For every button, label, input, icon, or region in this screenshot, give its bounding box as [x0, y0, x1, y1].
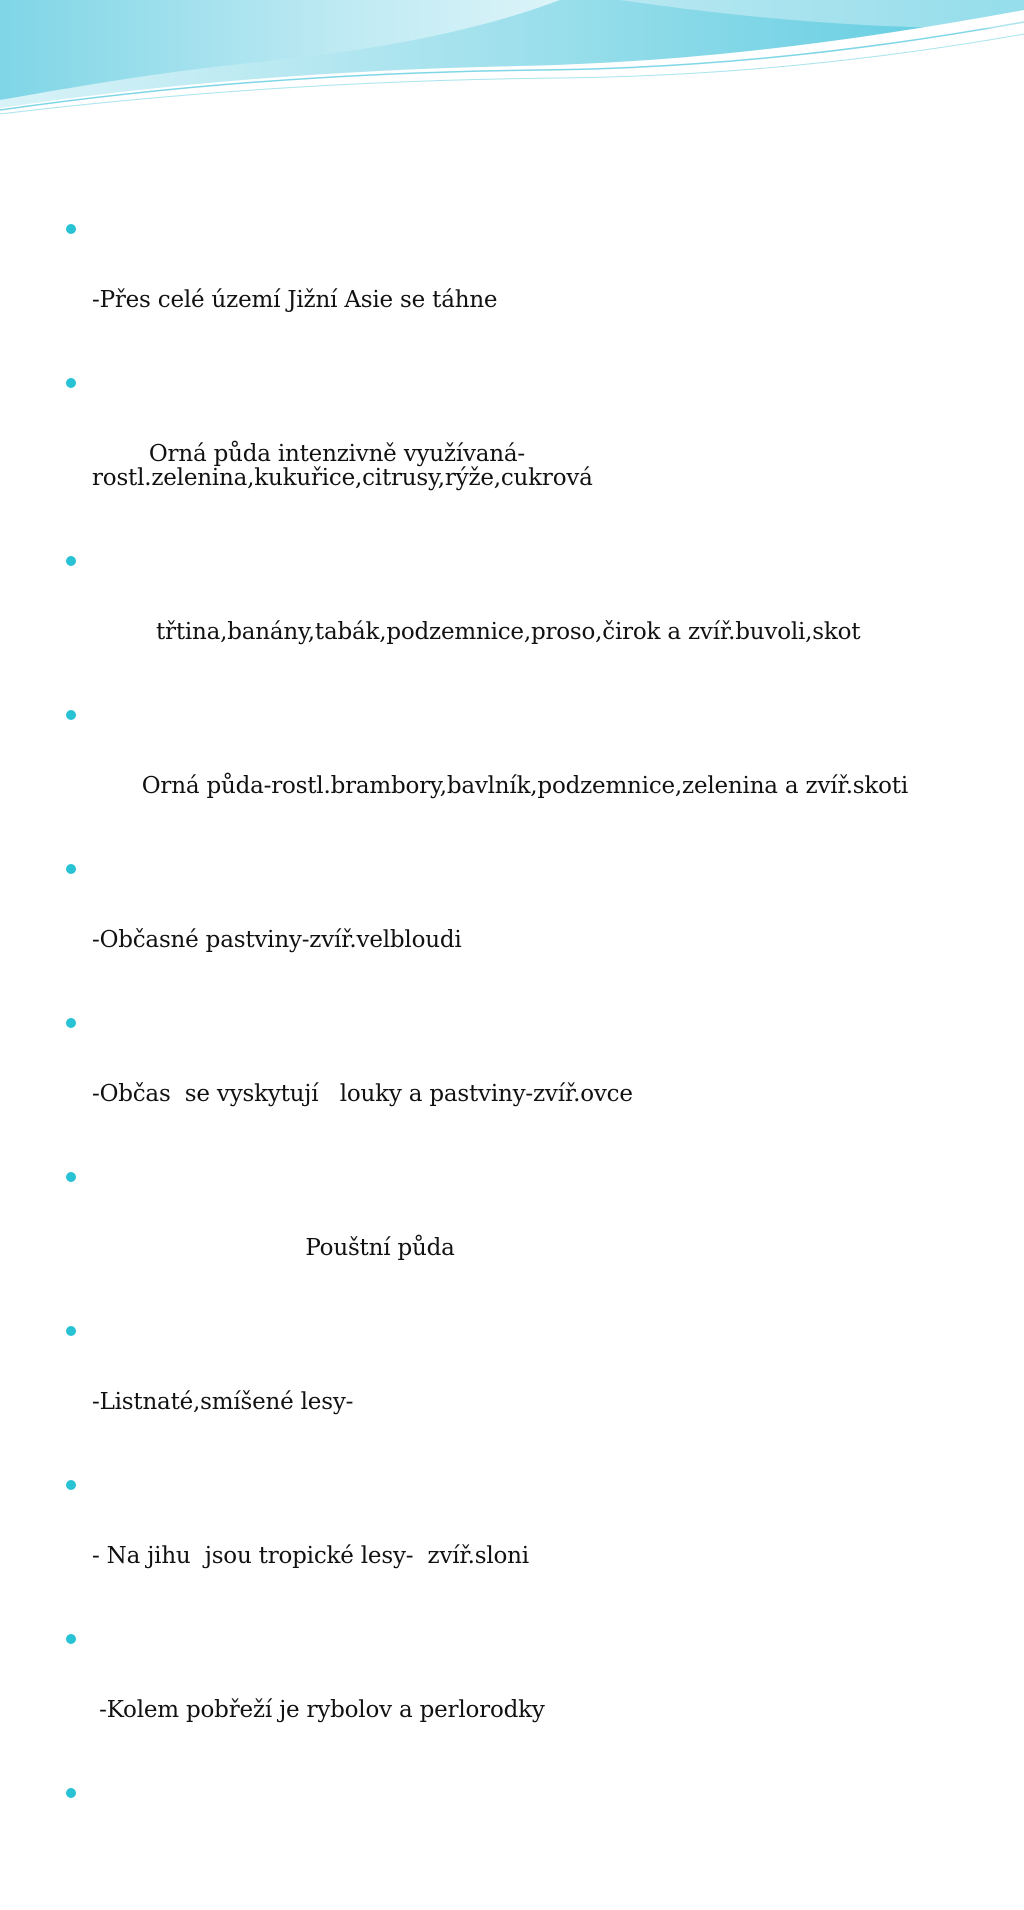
list-item — [64, 1164, 1004, 1308]
bullet-text: -Občas se vyskytují louky a pastviny-zvíř.ovce — [92, 1081, 633, 1107]
bullet-dot-icon — [66, 556, 76, 566]
bullet-dot-icon — [66, 1480, 76, 1490]
header-wave-decoration — [0, 0, 1024, 120]
bullet-dot-icon — [66, 1634, 76, 1644]
bullet-text: -Občasné pastviny-zvíř.velbloudi — [92, 927, 462, 953]
bullet-dot-icon — [66, 1018, 76, 1028]
list-item — [64, 1472, 1004, 1616]
bullet-dot-icon — [66, 1788, 76, 1798]
bullet-dot-icon — [66, 224, 76, 234]
list-item — [64, 216, 1004, 360]
list-item — [64, 370, 1004, 538]
bullet-dot-icon — [66, 864, 76, 874]
bullet-text: -Přes celé území Jižní Asie se táhne — [92, 287, 498, 313]
bullet-text: Orná půda intenzivně využívaná- rostl.zelenina,kukuřice,citrusy,rýže,cukrová — [92, 441, 593, 491]
bullet-text: -Listnaté,smíšené lesy- — [92, 1389, 354, 1415]
list-item — [64, 1318, 1004, 1462]
bullet-list — [64, 216, 1004, 1910]
bullet-text: třtina,banány,tabák,podzemnice,proso,čirok a zvíř.buvoli,skot — [92, 619, 861, 645]
list-item — [64, 548, 1004, 692]
list-item — [64, 856, 1004, 1000]
bullet-text: - Na jihu jsou tropické lesy- zvíř.sloni — [92, 1543, 529, 1569]
bullet-dot-icon — [66, 1172, 76, 1182]
bullet-text: Orná půda-rostl.brambory,bavlník,podzemnice,zelenina a zvíř.skoti — [92, 773, 908, 799]
list-item — [64, 1010, 1004, 1154]
bullet-dot-icon — [66, 1326, 76, 1336]
bullet-text: Pouštní půda — [92, 1235, 455, 1261]
list-item — [64, 1780, 1004, 1900]
bullet-dot-icon — [66, 710, 76, 720]
list-item — [64, 1626, 1004, 1770]
bullet-dot-icon — [66, 378, 76, 388]
list-item — [64, 702, 1004, 846]
bullet-text: -Kolem pobřeží je rybolov a perlorodky — [92, 1697, 545, 1723]
